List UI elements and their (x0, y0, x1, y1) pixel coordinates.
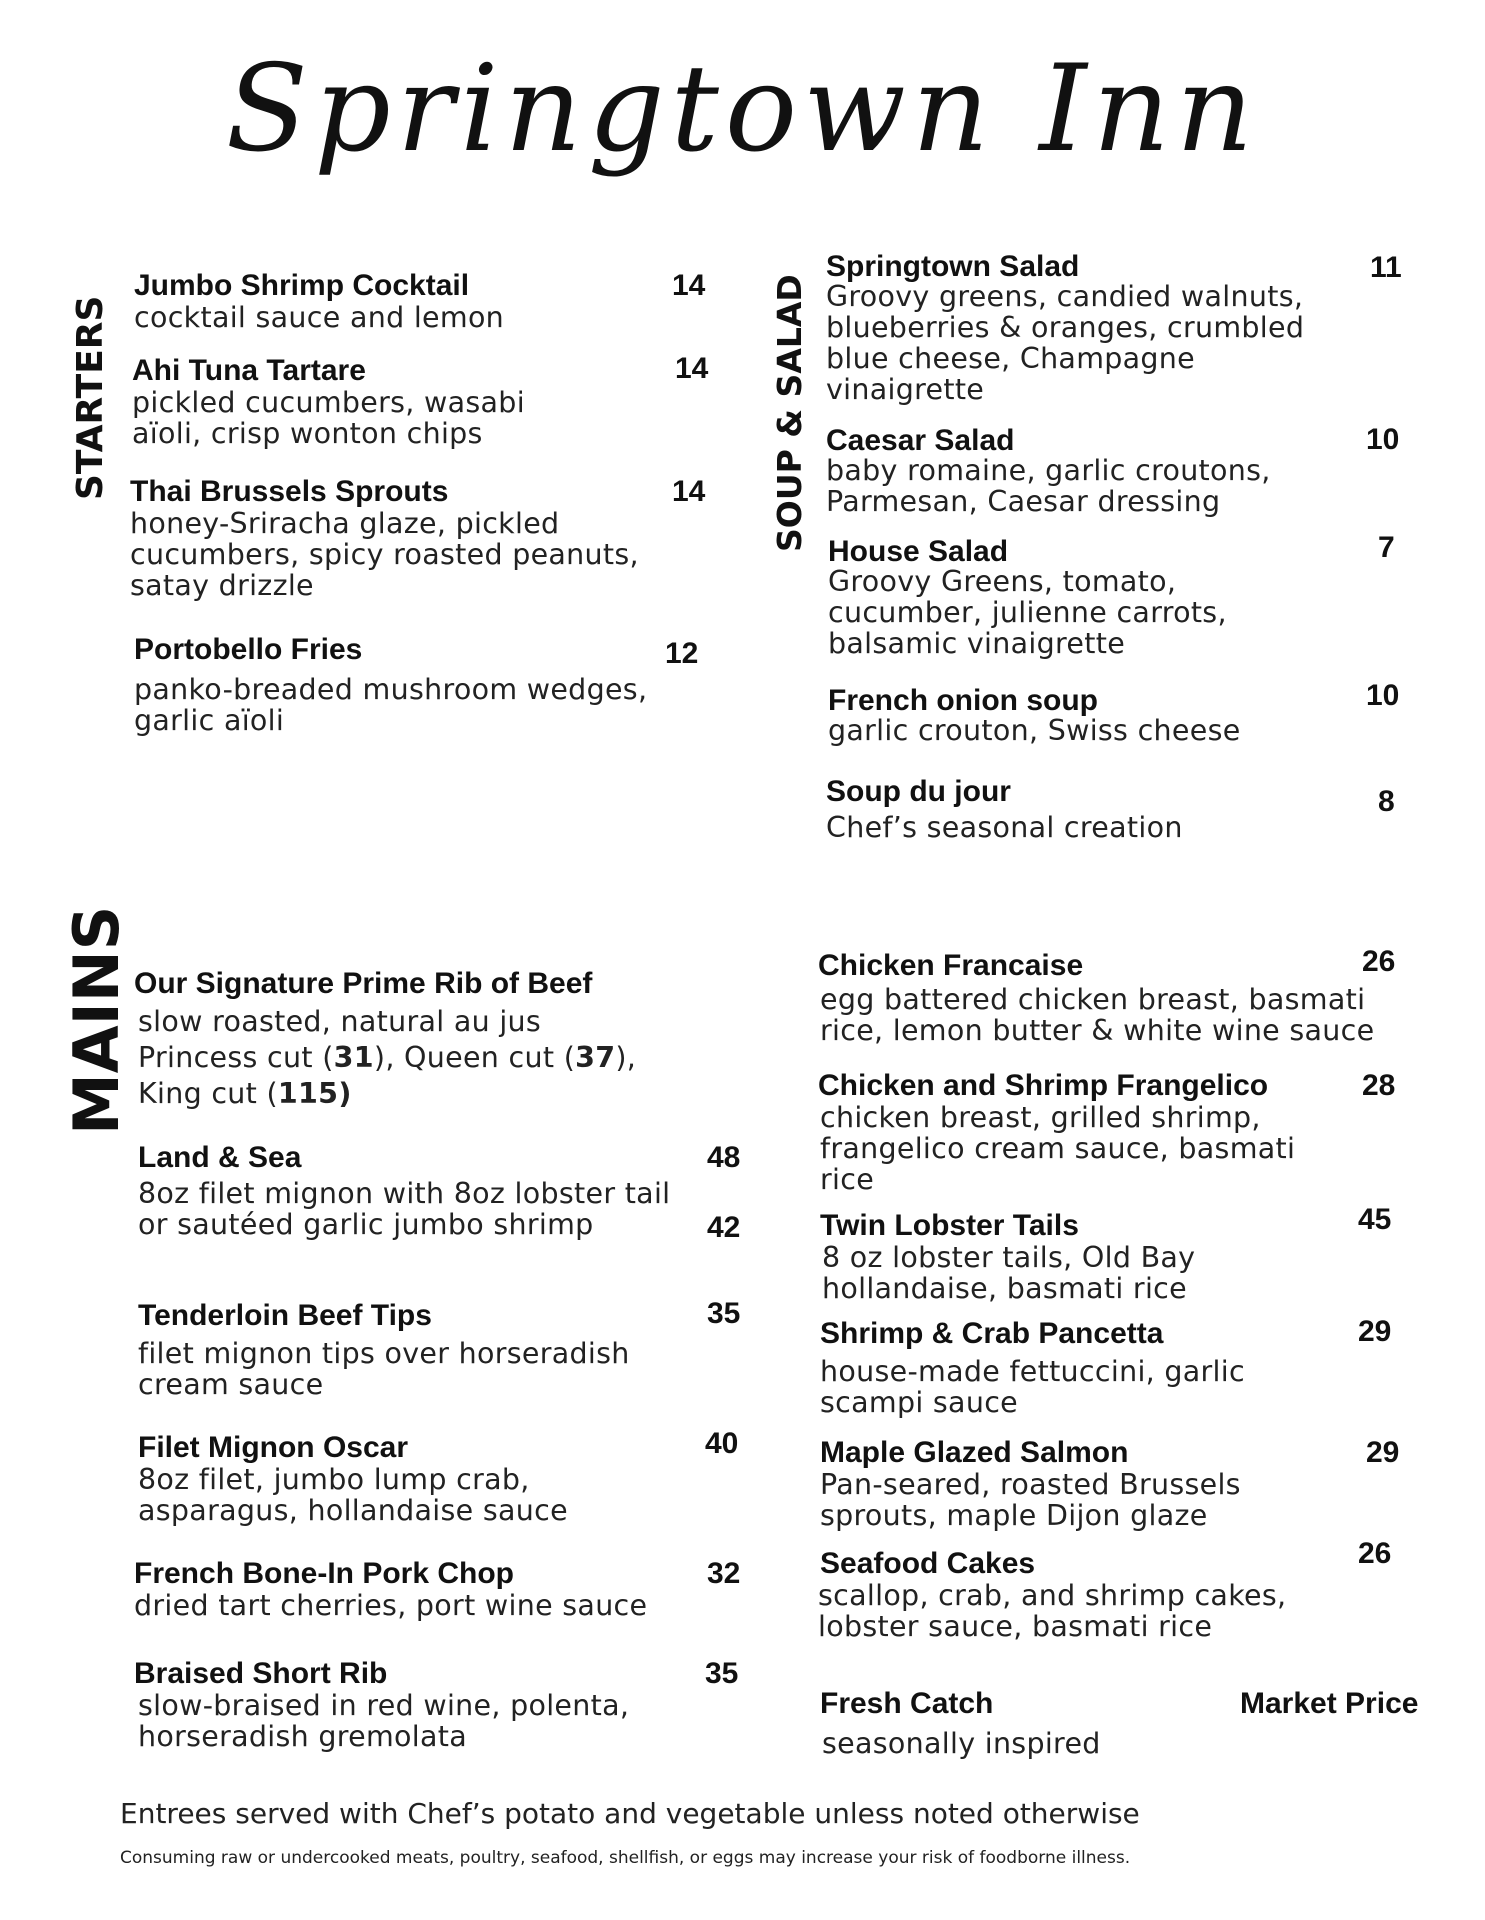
item-name: French Bone-In Pork Chop (134, 1557, 515, 1590)
menu-item-jumbo-shrimp-cocktail (134, 270, 674, 333)
item-price: 32 (707, 1557, 741, 1590)
cut-label: Queen cut ( (394, 1041, 576, 1074)
item-price: 10 (1366, 679, 1400, 712)
item-description: scallop, crab, and shrimp cakes, lobster sauce, basmati rice (818, 1579, 1287, 1643)
item-price: 14 (672, 475, 706, 508)
item-price: 40 (705, 1427, 739, 1460)
item-description: dried tart cherries, port wine sauce (134, 1589, 648, 1622)
prime-rib-cuts-2 (138, 1076, 754, 1112)
item-name: Twin Lobster Tails (820, 1209, 1079, 1242)
item-price: Market Price (1240, 1687, 1419, 1720)
menu-item-thai-brussels-sprouts (130, 476, 660, 601)
cut-label: King cut ( (138, 1077, 278, 1110)
item-description: 8oz filet mignon with 8oz lobster tail or sautéed garlic jumbo shrimp (138, 1177, 671, 1241)
item-description: 8 oz lobster tails, Old Bay hollandaise, basmati rice (822, 1241, 1196, 1305)
cut-label: Princess cut ( (138, 1041, 334, 1074)
item-price: 29 (1358, 1315, 1392, 1348)
item-name: French onion soup (828, 684, 1098, 717)
item-description (138, 1004, 754, 1112)
item-name: Tenderloin Beef Tips (138, 1299, 432, 1332)
menu-item-prime-rib (134, 968, 754, 1112)
menu-item-filet-mignon-oscar (138, 1432, 678, 1526)
item-price: 29 (1366, 1436, 1400, 1469)
footer-note: Entrees served with Chef’s potato and vegetable unless noted otherwise (120, 1797, 1140, 1830)
menu-item-shrimp-crab-pancetta (820, 1318, 1320, 1418)
item-name: Chicken and Shrimp Frangelico (818, 1069, 1269, 1102)
item-name: Shrimp & Crab Pancetta (820, 1317, 1164, 1350)
item-price: 10 (1366, 423, 1400, 456)
item-price: 14 (675, 352, 709, 385)
item-name: Soup du jour (826, 775, 1011, 808)
item-price: 8 (1378, 785, 1395, 818)
item-name: Our Signature Prime Rib of Beef (134, 967, 593, 1000)
menu-item-maple-glazed-salmon (820, 1437, 1340, 1531)
menu-item-chicken-shrimp-frangelico (818, 1070, 1358, 1195)
item-name: House Salad (828, 535, 1009, 568)
item-price: 35 (707, 1297, 741, 1330)
item-description: chicken breast, grilled shrimp, frangelico cream sauce, basmati rice (820, 1101, 1296, 1196)
menu-item-soup-du-jour (826, 776, 1346, 843)
item-description: filet mignon tips over horseradish cream sauce (138, 1337, 630, 1401)
item-name: Seafood Cakes (820, 1547, 1036, 1580)
menu-item-braised-short-rib (134, 1658, 694, 1752)
item-name: Fresh Catch (820, 1687, 994, 1720)
item-description: cocktail sauce and lemon (134, 301, 505, 334)
item-description: garlic crouton, Swiss cheese (828, 714, 1241, 747)
section-label-mains: MAINS (60, 905, 133, 1135)
item-name: Filet Mignon Oscar (138, 1431, 409, 1464)
item-name: Jumbo Shrimp Cocktail (134, 269, 470, 302)
item-name: Ahi Tuna Tartare (132, 354, 366, 387)
item-name: Portobello Fries (134, 633, 363, 666)
item-price: 45 (1358, 1203, 1392, 1236)
footer-health-warning: Consuming raw or undercooked meats, poultry, seafood, shellfish, or eggs may increase your risk of foodborne illness. (120, 1848, 1131, 1868)
section-label-soup-salad: SOUP & SALAD (770, 274, 809, 552)
item-name: Thai Brussels Sprouts (130, 475, 449, 508)
menu-item-land-and-sea (138, 1142, 678, 1240)
menu-item-tenderloin-beef-tips (138, 1300, 698, 1400)
cut-end: ), (615, 1041, 637, 1074)
item-price: 48 (707, 1141, 741, 1174)
item-description: Pan-seared, roasted Brussels sprouts, maple Dijon glaze (820, 1468, 1241, 1532)
item-price: 11 (1370, 251, 1402, 284)
item-description: panko-breaded mushroom wedges, garlic aïoli (134, 673, 648, 737)
item-price: 26 (1362, 945, 1396, 978)
item-price: 14 (672, 269, 706, 302)
item-name: Maple Glazed Salmon (820, 1436, 1129, 1469)
menu-item-chicken-francaise (818, 950, 1378, 1046)
menu-item-springtown-salad (826, 250, 1356, 406)
item-description: seasonally inspired (822, 1727, 1101, 1760)
item-description: slow-braised in red wine, polenta, horseradish gremolata (138, 1689, 630, 1753)
item-price: 35 (705, 1657, 739, 1690)
item-description: baby romaine, garlic croutons, Parmesan, Caesar dressing (826, 454, 1271, 518)
item-price: 26 (1358, 1537, 1392, 1570)
item-name: Caesar Salad (826, 424, 1015, 457)
item-name: Land & Sea (138, 1141, 302, 1174)
item-description: Chef’s seasonal creation (826, 811, 1183, 844)
item-description: egg battered chicken breast, basmati rice, lemon butter & white wine sauce (820, 983, 1375, 1047)
menu-item-portobello-fries (134, 634, 654, 736)
item-price: 7 (1378, 531, 1395, 564)
cut-price: 31 (333, 1041, 374, 1074)
menu-item-caesar-salad (826, 424, 1346, 518)
menu-item-seafood-cakes (818, 1548, 1378, 1642)
prime-rib-cuts (138, 1040, 754, 1076)
item-name: Braised Short Rib (134, 1657, 388, 1690)
restaurant-title: Springtown Inn (225, 40, 1260, 179)
item-description: pickled cucumbers, wasabi aïoli, crisp wonton chips (132, 386, 525, 450)
menu-item-fresh-catch (820, 1688, 1240, 1759)
item-price: 28 (1362, 1069, 1396, 1102)
item-description: 8oz filet, jumbo lump crab, asparagus, hollandaise sauce (138, 1463, 568, 1527)
item-description: honey-Sriracha glaze, pickled cucumbers, spicy roasted peanuts, satay drizzle (130, 507, 639, 602)
menu-item-ahi-tuna-tartare (132, 355, 602, 449)
cut-price: 115 (277, 1077, 339, 1110)
item-name: Springtown Salad (826, 250, 1080, 283)
item-description: house-made fettuccini, garlic scampi sauce (820, 1355, 1245, 1419)
item-description: Groovy greens, candied walnuts, blueberries & oranges, crumbled blue cheese, Champagne vinaigrette (826, 280, 1305, 406)
item-price: 12 (665, 637, 699, 670)
menu-item-french-onion-soup (828, 684, 1348, 747)
prime-rib-desc: slow roasted, natural au jus (138, 1005, 542, 1038)
item-description: Groovy Greens, tomato, cucumber, julienne carrots, balsamic vinaigrette (828, 565, 1227, 660)
cut-end: ), (373, 1041, 395, 1074)
menu-item-twin-lobster-tails (820, 1210, 1300, 1304)
cut-price: 37 (575, 1041, 616, 1074)
cut-end: ) (338, 1077, 352, 1110)
menu-item-house-salad (828, 535, 1298, 660)
item-price-alt: 42 (707, 1211, 741, 1244)
item-name: Chicken Francaise (818, 949, 1084, 982)
section-label-starters: STARTERS (70, 295, 111, 500)
menu-item-pork-chop (134, 1558, 734, 1621)
